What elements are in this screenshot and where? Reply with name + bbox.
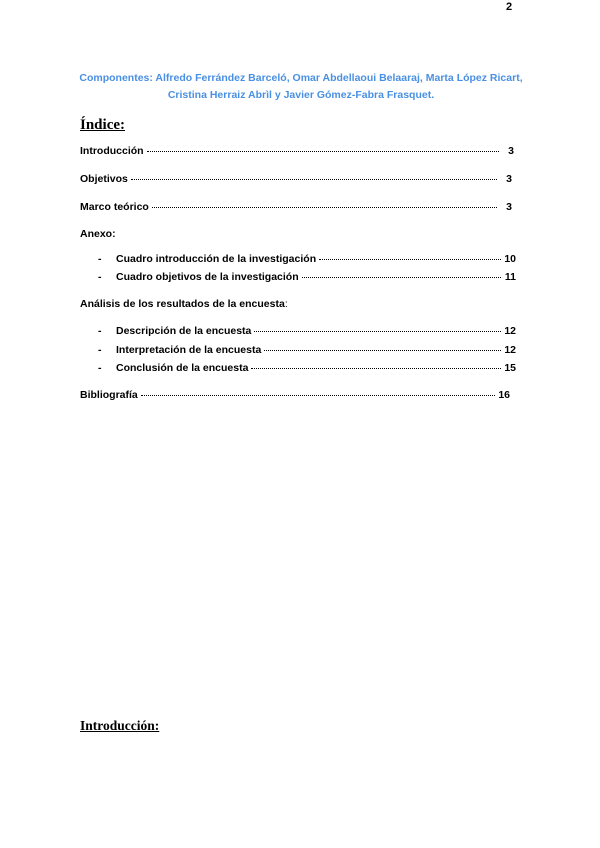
- toc-entry-page: 16: [498, 389, 510, 401]
- toc-entry-page: 11: [504, 271, 516, 283]
- toc-entry-bibliografia[interactable]: [80, 389, 510, 401]
- list-bullet: -: [98, 362, 102, 374]
- toc-entry-page: 12: [504, 344, 516, 356]
- toc-entry-label: Descripción de la encuesta: [116, 325, 252, 337]
- toc-entry-label: Introducción: [80, 145, 144, 157]
- toc-entry-conclusion[interactable]: [80, 362, 516, 374]
- toc-entry-descripcion[interactable]: [80, 325, 516, 337]
- toc-entry-label: Cuadro objetivos de la investigación: [116, 271, 299, 283]
- toc-leader-dots: [141, 395, 495, 396]
- toc-entry-label: Conclusión de la encuesta: [116, 362, 249, 374]
- analysis-label-text: Análisis de los resultados de la encuesta: [80, 298, 285, 310]
- annex-label: Anexo:: [80, 228, 116, 240]
- toc-leader-dots: [147, 151, 499, 152]
- authors-line: Componentes: Alfredo Ferrández Barceló, Omar Abdellaoui Belaaraj, Marta López Ricart, Cristina Herraiz Abrìl y Javier Gómez-Fabra Frasquet.: [79, 72, 523, 101]
- toc-leader-dots: [131, 179, 497, 180]
- list-bullet: -: [98, 325, 102, 337]
- analysis-label: [80, 298, 288, 310]
- introduction-heading: Introducción:: [80, 718, 160, 733]
- list-bullet: -: [98, 271, 102, 283]
- toc-entry-page: 10: [504, 253, 516, 265]
- toc-entry-label: Cuadro introducción de la investigación: [116, 253, 317, 265]
- toc-leader-dots: [302, 277, 501, 278]
- toc-entry-cuadro-objetivos[interactable]: [80, 271, 516, 283]
- index-heading: Índice:: [80, 117, 125, 133]
- list-bullet: -: [98, 253, 102, 265]
- toc-entry-label: Marco teórico: [80, 201, 149, 213]
- toc-entry-label: Bibliografía: [80, 389, 138, 401]
- toc-entry-cuadro-introduccion[interactable]: [80, 253, 516, 265]
- toc-entry-page: 15: [504, 362, 516, 374]
- toc-leader-dots: [152, 207, 497, 208]
- page-number: 2: [506, 1, 513, 13]
- list-bullet: -: [98, 344, 102, 356]
- toc-entry-page: 3: [506, 173, 512, 185]
- toc-entry-label: Interpretación de la encuesta: [116, 344, 262, 356]
- toc-entry-objetivos[interactable]: [80, 173, 512, 185]
- toc-leader-dots: [254, 331, 501, 332]
- toc-entry-page: 3: [508, 145, 514, 157]
- toc-entry-interpretacion[interactable]: [80, 344, 516, 356]
- toc-entry-introduccion[interactable]: [80, 145, 514, 157]
- toc-entry-page: 3: [506, 201, 512, 213]
- toc-entry-marco-teorico[interactable]: [80, 201, 512, 213]
- toc-leader-dots: [319, 259, 501, 260]
- analysis-label-colon: :: [284, 298, 288, 310]
- toc-entry-label: Objetivos: [80, 173, 128, 185]
- toc-entry-page: 12: [504, 325, 516, 337]
- toc-leader-dots: [251, 368, 501, 369]
- toc-leader-dots: [264, 350, 501, 351]
